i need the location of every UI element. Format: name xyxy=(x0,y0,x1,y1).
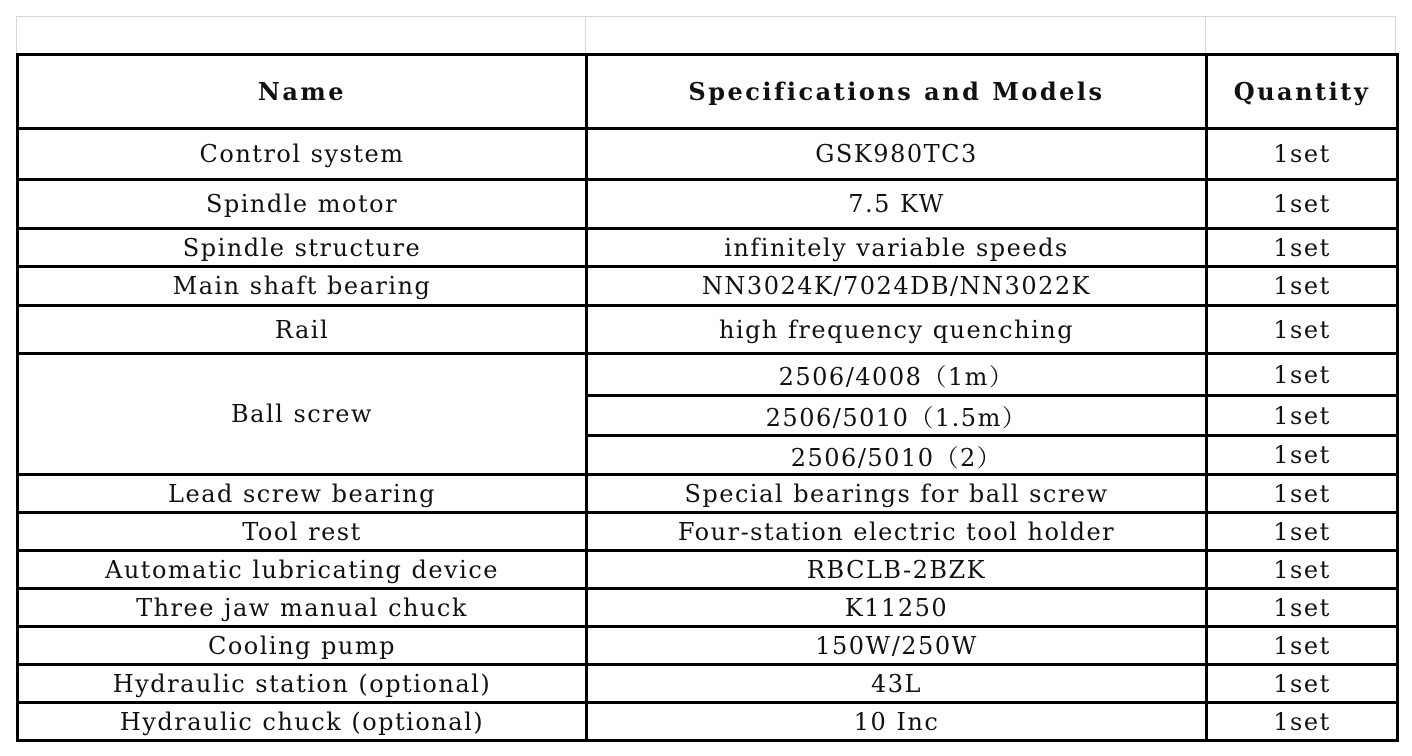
item-spec-cell: 10 Inc xyxy=(587,703,1207,741)
item-name-cell: Hydraulic chuck (optional) xyxy=(18,703,587,741)
table-row xyxy=(18,551,1398,589)
item-spec-cell: K11250 xyxy=(587,589,1207,627)
item-quantity-cell: 1set xyxy=(1207,665,1398,703)
item-spec-cell: RBCLB-2BZK xyxy=(587,551,1207,589)
item-spec-cell: infinitely variable speeds xyxy=(587,229,1207,267)
item-name-cell: Spindle structure xyxy=(18,229,587,267)
item-quantity-cell: 1set xyxy=(1207,551,1398,589)
item-name-cell: Control system xyxy=(18,129,587,180)
item-quantity-cell: 1set xyxy=(1207,513,1398,551)
item-spec-cell: high frequency quenching xyxy=(587,306,1207,354)
item-spec-cell: 7.5 KW xyxy=(587,180,1207,229)
spreadsheet-empty-row xyxy=(16,16,1396,55)
item-spec-cell: GSK980TC3 xyxy=(587,129,1207,180)
item-quantity-cell: 1set xyxy=(1207,589,1398,627)
item-spec-cell: NN3024K/7024DB/NN3022K xyxy=(587,267,1207,306)
item-name-cell: Three jaw manual chuck xyxy=(18,589,587,627)
table-row xyxy=(18,627,1398,665)
item-spec-cell: Four-station electric tool holder xyxy=(587,513,1207,551)
header-quantity: Quantity xyxy=(1207,55,1398,129)
table-row xyxy=(18,180,1398,229)
item-spec-cell: 2506/5010（2） xyxy=(587,436,1207,475)
table-row xyxy=(18,589,1398,627)
table-row xyxy=(18,703,1398,741)
item-spec-cell: 2506/4008（1m） xyxy=(587,354,1207,396)
item-name-cell: Lead screw bearing xyxy=(18,475,587,513)
spec-table xyxy=(16,53,1399,742)
item-name-cell: Main shaft bearing xyxy=(18,267,587,306)
table-row xyxy=(18,475,1398,513)
item-quantity-cell: 1set xyxy=(1207,475,1398,513)
item-quantity-cell: 1set xyxy=(1207,267,1398,306)
item-name-cell: Cooling pump xyxy=(18,627,587,665)
header-name: Name xyxy=(18,55,587,129)
item-quantity-cell: 1set xyxy=(1207,129,1398,180)
table-row xyxy=(18,354,1398,396)
item-name-cell: Ball screw xyxy=(18,354,587,475)
item-quantity-cell: 1set xyxy=(1207,396,1398,436)
item-quantity-cell: 1set xyxy=(1207,229,1398,267)
item-quantity-cell: 1set xyxy=(1207,703,1398,741)
table-row xyxy=(18,513,1398,551)
item-name-cell: Automatic lubricating device xyxy=(18,551,587,589)
item-quantity-cell: 1set xyxy=(1207,354,1398,396)
item-name-cell: Rail xyxy=(18,306,587,354)
table-row xyxy=(18,129,1398,180)
item-spec-cell: 150W/250W xyxy=(587,627,1207,665)
table-row xyxy=(18,267,1398,306)
header-spec: Specifications and Models xyxy=(587,55,1207,129)
item-spec-cell: Special bearings for ball screw xyxy=(587,475,1207,513)
header-row xyxy=(18,55,1398,129)
item-spec-cell: 2506/5010（1.5m） xyxy=(587,396,1207,436)
item-spec-cell: 43L xyxy=(587,665,1207,703)
table-row xyxy=(18,665,1398,703)
item-name-cell: Tool rest xyxy=(18,513,587,551)
table-row xyxy=(18,229,1398,267)
table-row xyxy=(18,306,1398,354)
item-quantity-cell: 1set xyxy=(1207,436,1398,475)
item-name-cell: Hydraulic station (optional) xyxy=(18,665,587,703)
item-quantity-cell: 1set xyxy=(1207,306,1398,354)
item-name-cell: Spindle motor xyxy=(18,180,587,229)
item-quantity-cell: 1set xyxy=(1207,627,1398,665)
item-quantity-cell: 1set xyxy=(1207,180,1398,229)
